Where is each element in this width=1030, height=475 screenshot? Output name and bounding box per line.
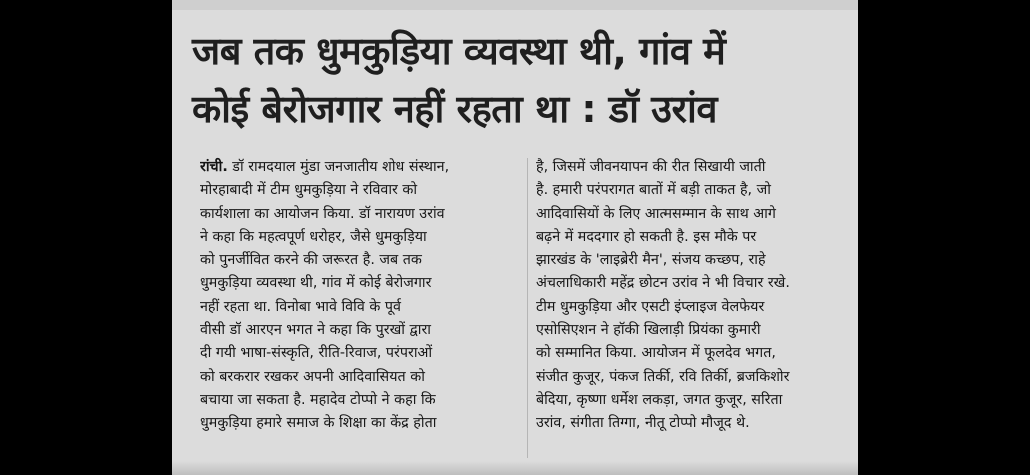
article-line: उरांव, संगीता तिग्गा, नीतू टोप्पो मौजूद थे. [536,415,750,432]
article-line: संजीत कुजूर, पंकज तिर्की, रवि तिर्की, ब्रजकिशोर [536,368,790,385]
headline-line: जब तक धुमकुड़िया व्यवस्था थी, गांव में [192,29,726,73]
article-line: को पुनर्जीवित करने की जरूरत है. जब तक [200,252,422,269]
article-line: है. हमारी परंपरागत बातों में बड़ी ताकत है, जो [536,182,771,199]
headline-line: कोई बेरोजगार नहीं रहता था : डॉ उरांव [192,87,718,131]
article-column-left [200,156,536,436]
article-line: वीसी डॉ आरएन भगत ने कहा कि पुरखों द्वारा [200,322,432,339]
article-line: धुमकुड़िया हमारे समाज के शिक्षा का केंद्र होता [200,415,437,432]
article-line: है, जिसमें जीवनयापन की रीत सिखायी जाती [536,159,766,175]
article-line: एसोसिएशन ने हॉकी खिलाड़ी प्रियंका कुमारी [536,322,761,339]
article-line: ने कहा कि महत्वपूर्ण धरोहर, जैसे धुमकुड़िया [200,228,427,245]
dateline: रांची. [200,159,228,175]
column-divider [527,158,528,458]
article-line: कार्यशाला का आयोजन किया. डॉ नारायण उरांव [200,205,445,222]
article-line: बचाया जा सकता है. महादेव टोप्पो ने कहा कि [200,391,436,408]
article-line [200,156,536,179]
article-line: दी गयी भाषा-संस्कृति, रीति-रिवाज, परंपराओं [200,345,433,362]
article-line-text: डॉ रामदयाल मुंडा जनजातीय शोध संस्थान, [227,159,450,175]
article-line: टीम धुमकुड़िया और एसटी इंप्लाइज वेलफेयर [536,298,765,315]
article-line: अंचलाधिकारी महेंद्र छोटन उरांव ने भी विचार रखे. [536,275,790,292]
article-line: धुमकुड़िया व्यवस्था थी, गांव में कोई बेरोजगार [200,275,432,292]
article-line: को बरकरार रखकर अपनी आदिवासियत को [200,368,425,385]
headline [192,22,842,138]
article-line: बेदिया, कृष्णा धर्मेश लकड़ा, जगत कुजूर, सरिता [536,391,783,408]
article-line: नहीं रहता था. विनोबा भावे विवि के पूर्व [200,298,401,315]
previous-article-strip [172,0,858,10]
article-line: झारखंड के 'लाइब्रेरी मैन', संजय कच्छप, राहे [536,252,766,269]
page-shadow [172,461,858,475]
article-line: को सम्मानित किया. आयोजन में फूलदेव भगत, [536,345,776,362]
newspaper-clipping [172,0,858,475]
article-line: मोरहाबादी में टीम धुमकुड़िया ने रविवार को [200,182,418,199]
article-line: आदिवासियों के लिए आत्मसम्मान के साथ आगे [536,205,776,222]
article-column-right [536,156,848,436]
article-line: बढ़ने में मददगार हो सकती है. इस मौके पर [536,228,757,245]
